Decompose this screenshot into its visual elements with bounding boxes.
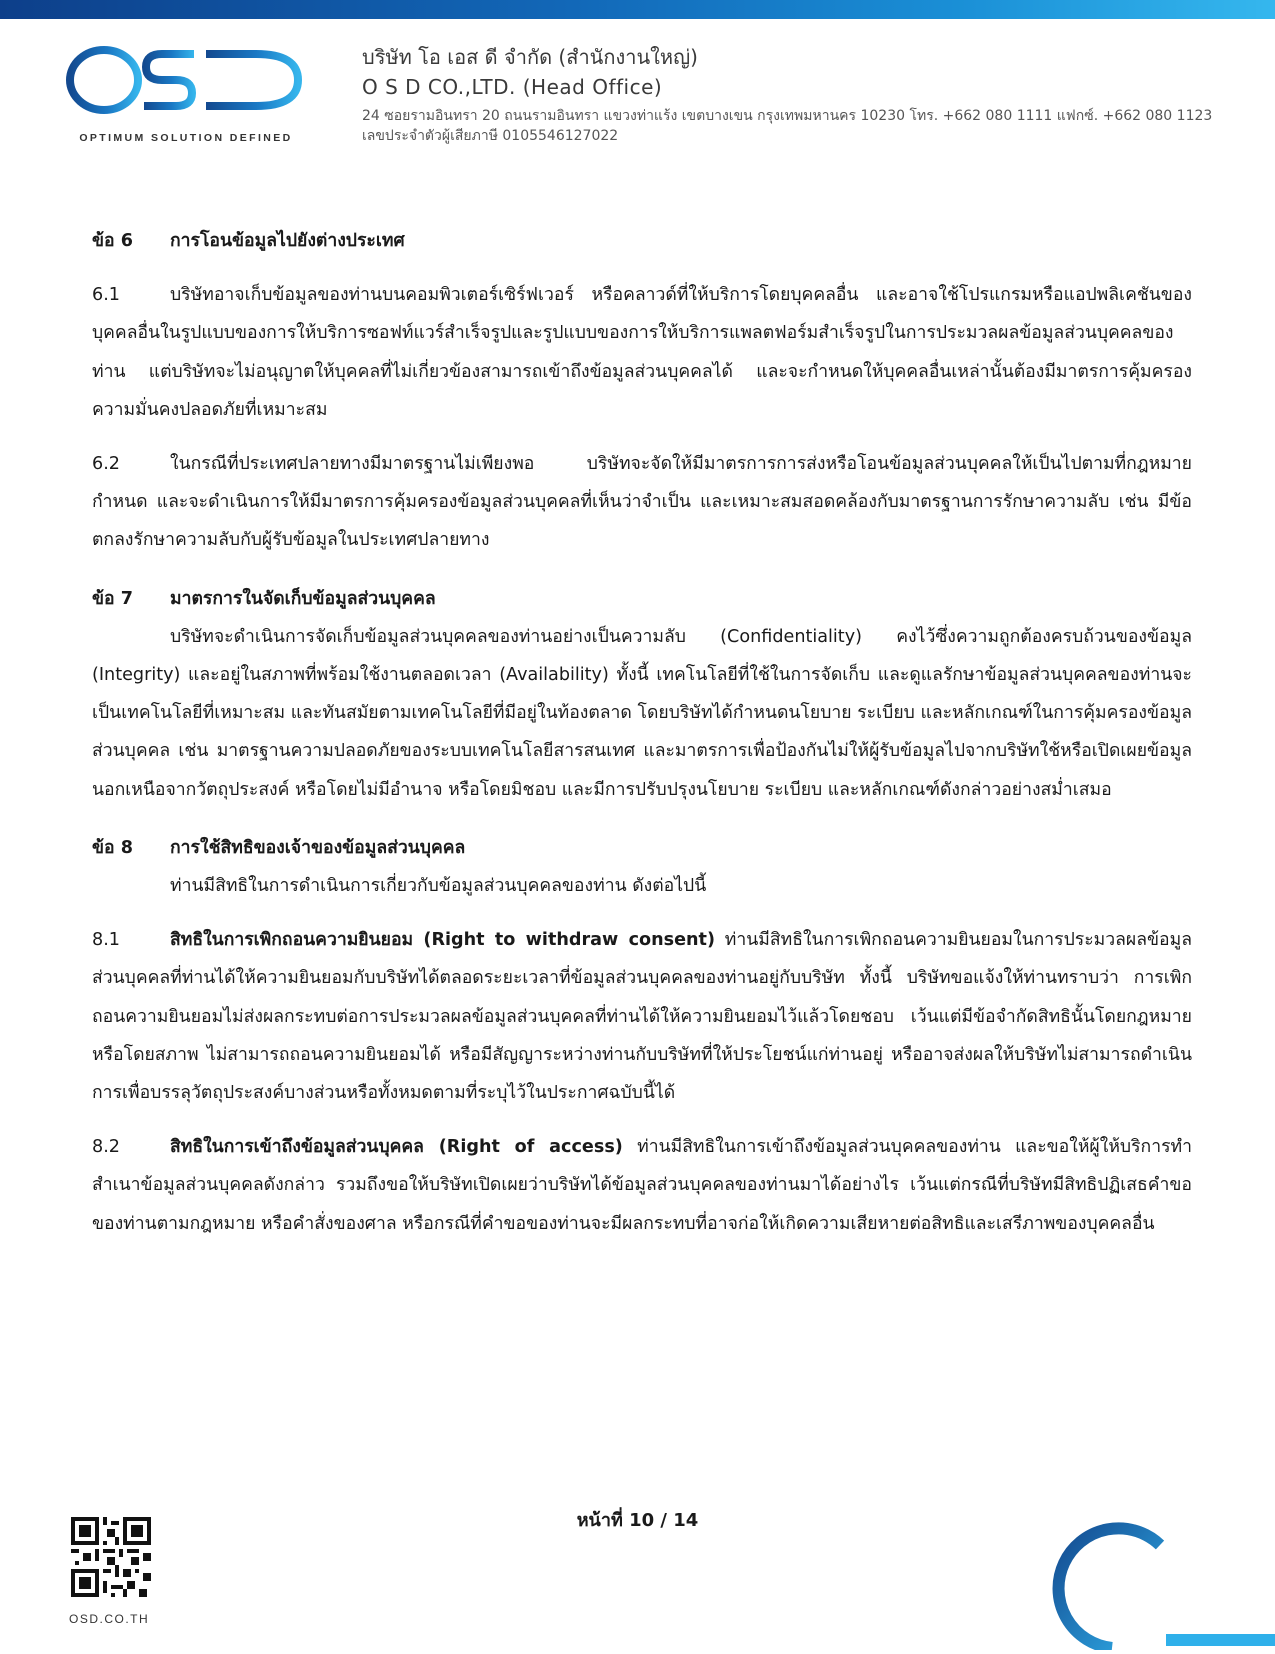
company-info	[362, 44, 1242, 146]
paragraph-8-1	[92, 921, 1192, 1112]
corner-brand-ring	[1010, 1490, 1275, 1650]
section-6-heading	[92, 222, 1192, 260]
header-gradient-bar	[0, 0, 1275, 19]
section-title: การโอนข้อมูลไปยังต่างประเทศ	[170, 231, 405, 251]
logo-tagline: OPTIMUM SOLUTION DEFINED	[79, 132, 293, 144]
section-7-heading	[92, 580, 1192, 618]
page-number: หน้าที่ 10 / 14	[576, 1510, 699, 1531]
company-name-english: O S D CO.,LTD. (Head Office)	[362, 75, 663, 99]
section-number: ข้อ 8	[92, 837, 133, 858]
paragraph-text: บริษัทอาจเก็บข้อมูลของท่านบนคอมพิวเตอร์เซิร์ฟเวอร์ หรือคลาวด์ที่ให้บริการโดยบุคคลอื่น และอาจใช้โปรแกรมหรือแอปพลิเคชันของบุคคลอื่นในรูปแบบของการให้บริการซอฟท์แวร์สำเร็จรูปและรูปแบบของการให้บริการแพลตฟอร์มสำเร็จรูปในการประมวลผลข้อมูลส่วนบุคคลของท่าน แต่บริษัทจะไม่อนุญาตให้บุคคลที่ไม่เกี่ยวข้องสามารถเข้าถึงข้อมูลส่วนบุคคลได้ และจะกำหนดให้บุคคลอื่นเหล่านั้นต้องมีมาตรการคุ้มครองความมั่นคงปลอดภัยที่เหมาะสม	[92, 285, 1192, 420]
right-title: สิทธิในการเพิกถอนความยินยอม (Right to withdraw consent)	[170, 930, 716, 951]
qr-code-icon	[71, 1517, 151, 1597]
paragraph-number: 8.1	[92, 930, 120, 951]
right-title: สิทธิในการเข้าถึงข้อมูลส่วนบุคคล (Right of access)	[170, 1137, 623, 1158]
paragraph-number: 6.1	[92, 285, 120, 306]
paragraph-number: 8.2	[92, 1137, 120, 1158]
section-number: ข้อ 7	[92, 588, 133, 609]
section-title: การใช้สิทธิของเจ้าของข้อมูลส่วนบุคคล	[170, 837, 466, 858]
paragraph-text: ท่านมีสิทธิในการเข้าถึงข้อมูลส่วนบุคคลของท่าน และขอให้ผู้ให้บริการทำสำเนาข้อมูลส่วนบุคคลดังกล่าว รวมถึงขอให้บริษัทเปิดเผยว่าบริษัทได้ข้อมูลส่วนบุคคลของท่านมาได้อย่างไร เว้นแต่กรณีที่บริษัทมีสิทธิปฏิเสธคำขอของท่านตามกฎหมาย หรือคำสั่งของศาล หรือกรณีที่คำขอของท่านจะมีผลกระทบที่อาจก่อให้เกิดความเสียหายต่อสิทธิและเสรีภาพของบุคคลอื่น	[92, 1137, 1193, 1234]
section-number: ข้อ 6	[92, 231, 133, 251]
section-8-heading	[92, 829, 1192, 867]
paragraph-7: บริษัทจะดำเนินการจัดเก็บข้อมูลส่วนบุคคลของท่านอย่างเป็นความลับ (Confidentiality) คงไว้ซึ่งความถูกต้องครบถ้วนของข้อมูล (Integrity) และอยู่ในสภาพที่พร้อมใช้งานตลอดเวลา (Availability) ทั้งนี้ เทคโนโลยีที่ใช้ในการจัดเก็บ และดูแลรักษาข้อมูลส่วนบุคคลของท่านจะเป็นเทคโนโลยีที่เหมาะสม และทันสมัยตามเทคโนโลยีที่มีอยู่ในท้องตลาด โดยบริษัทได้กำหนดนโยบาย ระเบียบ และหลักเกณฑ์ในการคุ้มครองข้อมูลส่วนบุคคล เช่น มาตรฐานความปลอดภัยของระบบเทคโนโลยีสารสนเทศ และมาตรการเพื่อป้องกันไม่ให้ผู้รับข้อมูลไปจากบริษัทใช้หรือเปิดเผยข้อมูลนอกเหนือจากวัตถุประสงค์ หรือโดยไม่มีอำนาจ หรือโดยมิชอบ และมีการปรับปรุงนโยบาย ระเบียบ และหลักเกณฑ์ดังกล่าวอย่างสม่ำเสมอ	[92, 626, 1192, 800]
paragraph-8-2	[92, 1128, 1192, 1243]
document-body	[92, 222, 1192, 1243]
paragraph-6-1	[92, 276, 1192, 429]
paragraph-text: ท่านมีสิทธิในการเพิกถอนความยินยอมในการประมวลผลข้อมูลส่วนบุคคลที่ท่านได้ให้ความยินยอมกับบริษัทได้ตลอดระยะเวลาที่ข้อมูลส่วนบุคคลของท่านอยู่กับบริษัท ทั้งนี้ บริษัทขอแจ้งให้ท่านทราบว่า การเพิกถอนความยินยอมไม่ส่งผลกระทบต่อการประมวลผลข้อมูลส่วนบุคคลที่ท่านได้ให้ความยินยอมไว้แล้วโดยชอบ เว้นแต่มีข้อจำกัดสิทธินั้นโดยกฎหมาย หรือโดยสภาพ ไม่สามารถถอนความยินยอมได้ หรือมีสัญญาระหว่างท่านกับบริษัทที่ให้ประโยชน์แก่ท่านอยู่ หรืออาจส่งผลให้บริษัทไม่สามารถดำเนินการเพื่อบรรลุวัตถุประสงค์บางส่วนหรือทั้งหมดตามที่ระบุไว้ในประกาศฉบับนี้ได้	[92, 930, 1192, 1104]
paragraph-number: 6.2	[92, 454, 120, 475]
company-logo	[66, 42, 306, 154]
company-tax-id: เลขประจำตัวผู้เสียภาษี 0105546127022	[362, 128, 619, 144]
company-address: 24 ซอยรามอินทรา 20 ถนนรามอินทรา แขวงท่าแร้ง เขตบางเขน กรุงเทพมหานคร 10230 โทร. +662 080 1111 แฟกซ์. +662 080 1123	[362, 108, 1213, 124]
website-label: OSD.CO.TH	[69, 1612, 150, 1626]
paragraph-text: ในกรณีที่ประเทศปลายทางมีมาตรฐานไม่เพียงพอ บริษัทจะจัดให้มีมาตรการการส่งหรือโอนข้อมูลส่วนบุคคลให้เป็นไปตามที่กฎหมายกำหนด และจะดำเนินการให้มีมาตรการคุ้มครองข้อมูลส่วนบุคคลที่เห็นว่าจำเป็น และเหมาะสมสอดคล้องกับมาตรฐานการรักษาความลับ เช่น มีข้อตกลงรักษาความลับกับผู้รับข้อมูลในประเทศปลายทาง	[92, 454, 1192, 551]
brand-ring-icon	[1010, 1490, 1275, 1650]
section-title: มาตรการในจัดเก็บข้อมูลส่วนบุคคล	[170, 588, 436, 609]
section-8-intro: ท่านมีสิทธิในการดำเนินการเกี่ยวกับข้อมูลส่วนบุคคลของท่าน ดังต่อไปนี้	[170, 876, 707, 897]
osd-logo-icon	[66, 42, 306, 132]
paragraph-6-2	[92, 445, 1192, 560]
company-name-thai: บริษัท โอ เอส ดี จำกัด (สำนักงานใหญ่)	[362, 45, 698, 69]
